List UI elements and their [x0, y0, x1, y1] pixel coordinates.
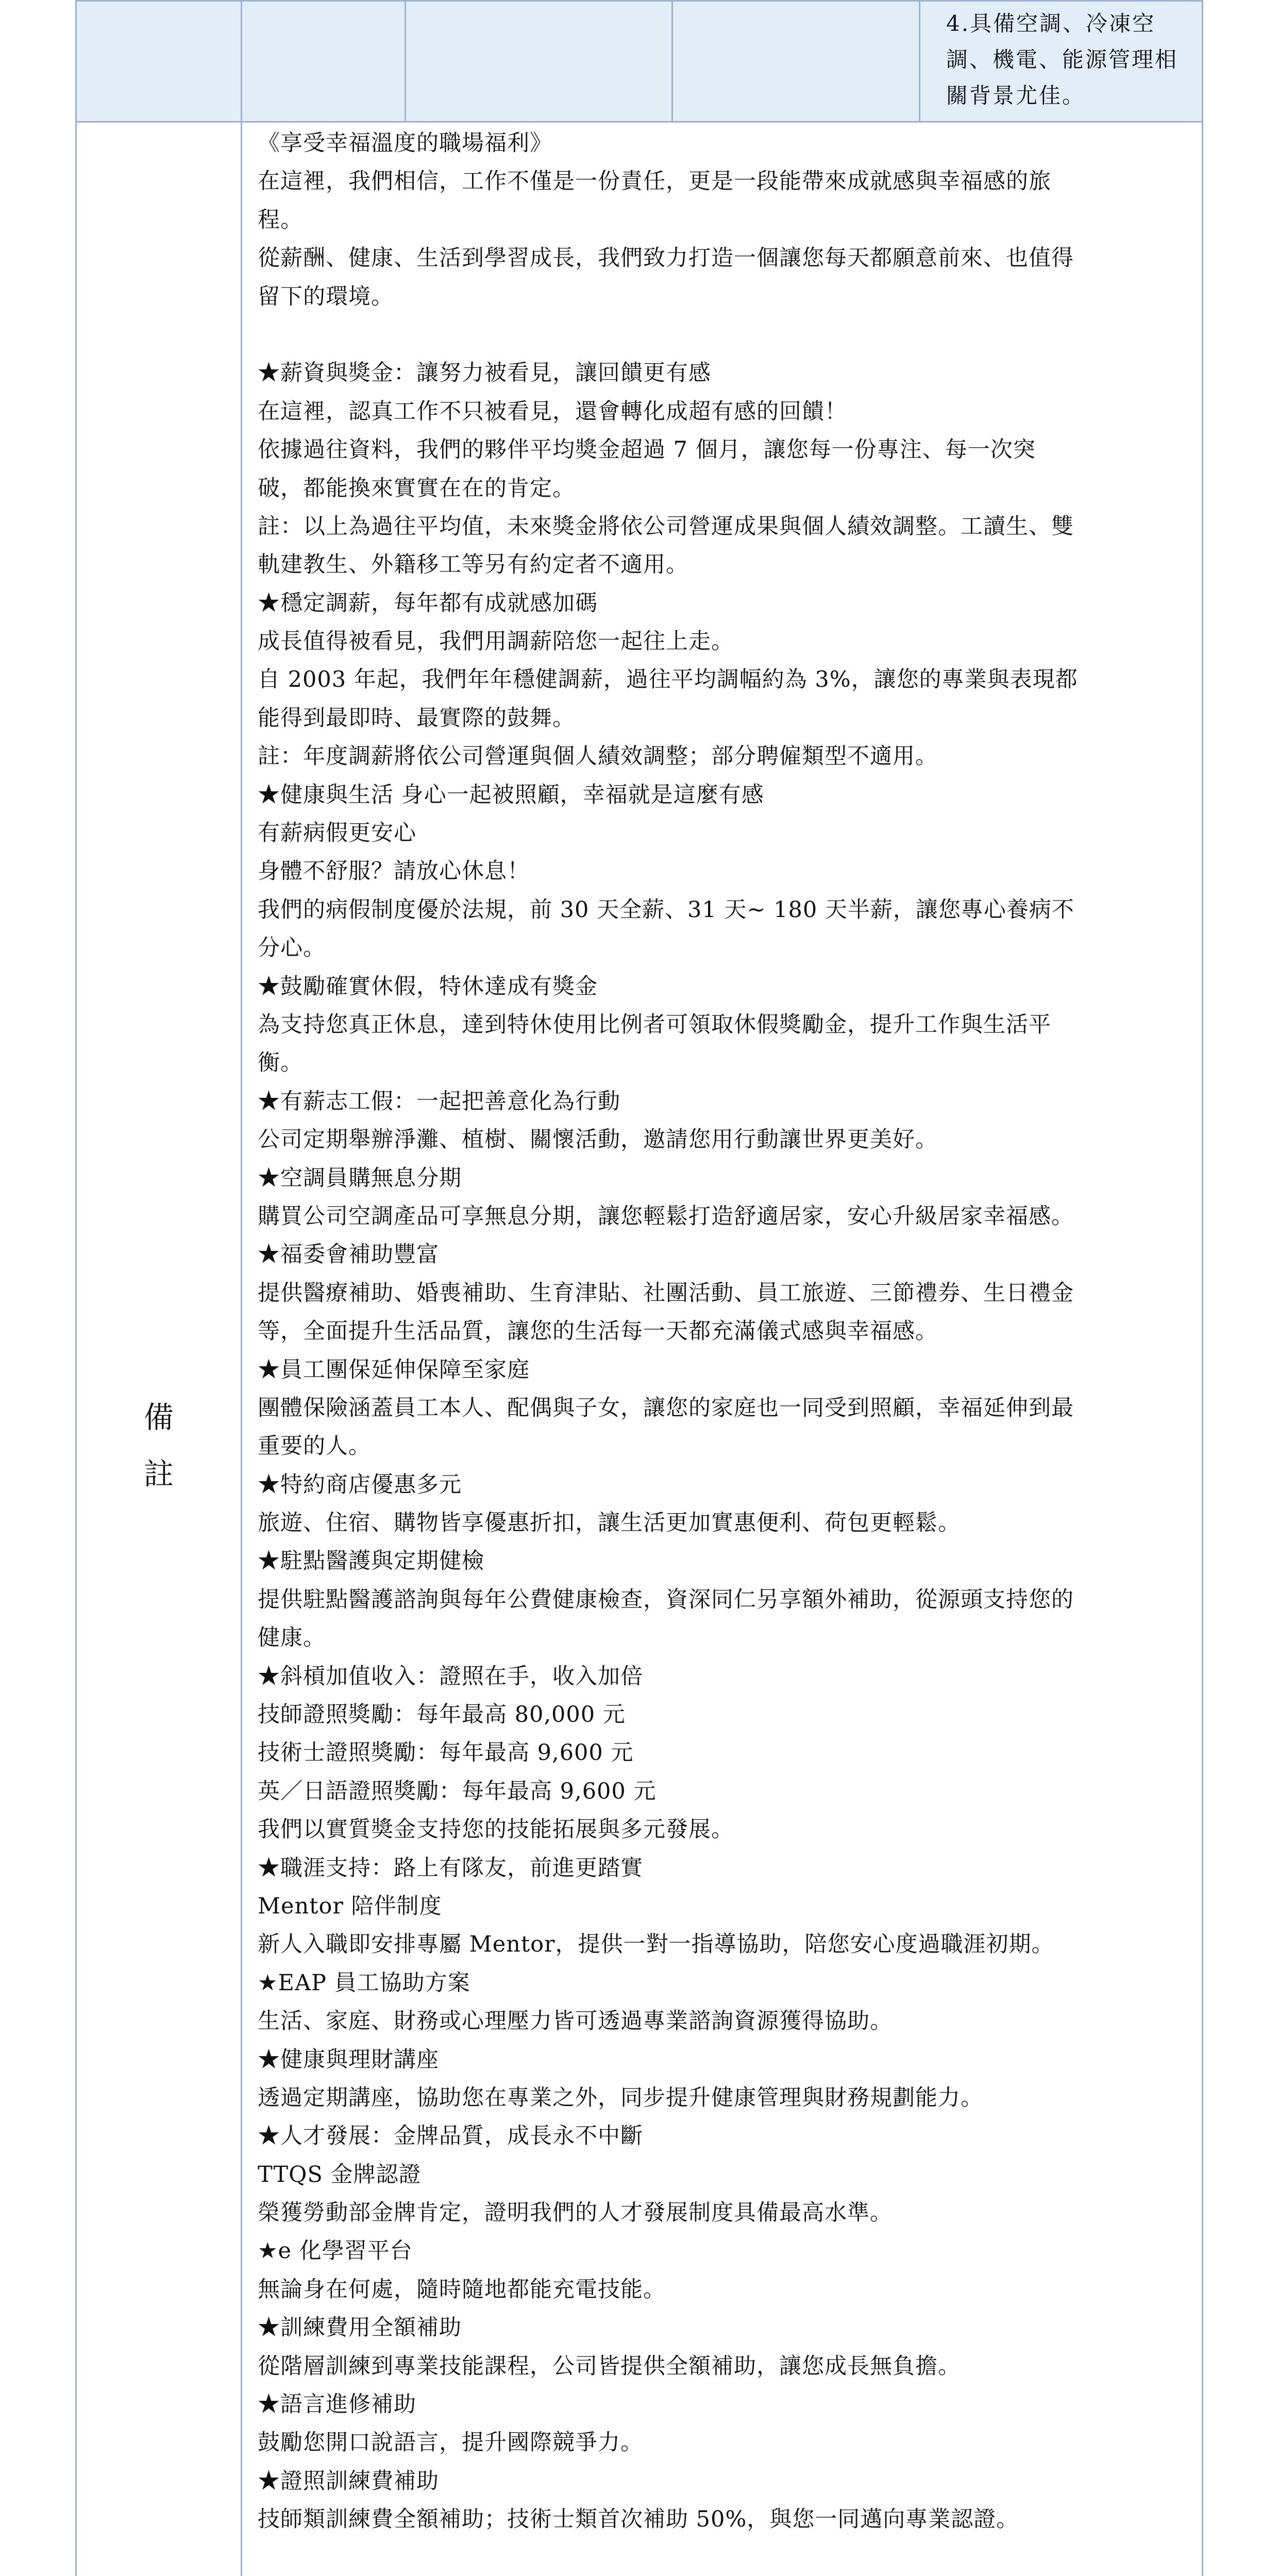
benefit-heading: ★職涯支持：路上有隊友，前進更踏實 — [258, 1855, 643, 1881]
remarks-label-char: 備 — [143, 1399, 174, 1435]
table-cell-empty — [76, 1, 242, 122]
content-line: 新人入職即安排專屬 Mentor，提供一對一指導協助，陪您安心度過職涯初期。 — [258, 1931, 1054, 1958]
content-line: 生活、家庭、財務或心理壓力皆可透過專業諮詢資源獲得協助。 — [258, 2008, 893, 2035]
table-cell-empty — [672, 1, 920, 122]
content-line: 為支持您真正休息，達到特休使用比例者可領取休假獎勵金，提升工作與生活平 — [258, 1011, 1051, 1038]
content-line: TTQS 金牌認證 — [258, 2161, 422, 2188]
content-line: 留下的環境。 — [258, 283, 394, 310]
content-line: 提供駐點醫護諮詢與每年公費健康檢查，資深同仁另享額外補助，從源頭支持您的 — [258, 1586, 1074, 1613]
content-line: 程。 — [258, 207, 303, 233]
benefit-heading: ★員工團保延伸保障至家庭 — [258, 1357, 530, 1383]
benefit-heading: ★人才發展：金牌品質，成長永不中斷 — [258, 2123, 643, 2149]
content-line: 無論身在何處，隨時隨地都能充電技能。 — [258, 2276, 666, 2302]
benefit-heading: ★斜槓加值收入：證照在手，收入加倍 — [258, 1663, 643, 1689]
content-line: 公司定期舉辦淨灘、植樹、關懷活動，邀請您用行動讓世界更美好。 — [258, 1127, 938, 1153]
remarks-label-cell — [76, 122, 242, 2576]
benefit-heading: ★特約商店優惠多元 — [258, 1471, 462, 1498]
table-cell-empty — [406, 1, 672, 122]
benefit-heading: ★有薪志工假：一起把善意化為行動 — [258, 1088, 620, 1114]
content-line: 在這裡，認真工作不只被看見，還會轉化成超有感的回饋！ — [258, 398, 847, 425]
blank-line — [258, 2539, 1186, 2576]
requirement-line: 關背景尤佳。 — [946, 83, 1086, 108]
remarks-label-char: 註 — [143, 1456, 174, 1492]
table-cell-empty — [242, 1, 406, 122]
footnote-line: 註：年度調薪將依公司營運與個人績效調整；部分聘僱類型不適用。 — [258, 743, 938, 770]
remarks-content-cell — [242, 122, 1203, 2576]
benefit-heading: ★e 化學習平台 — [258, 2238, 413, 2264]
content-line: 團體保險涵蓋員工本人、配偶與子女，讓您的家庭也一同受到照顧，幸福延伸到最 — [258, 1395, 1074, 1421]
table-row-remarks — [76, 122, 1203, 2576]
content-line: 技師證照獎勵：每年最高 80,000 元 — [258, 1702, 626, 1728]
footnote-line: 註：以上為過往平均值，未來獎金將依公司營運成果與個人績效調整。工讀生、雙 — [258, 513, 1074, 539]
content-line: 能得到最即時、最實際的鼓舞。 — [258, 705, 575, 731]
content-line: 等，全面提升生活品質，讓您的生活每一天都充滿儀式感與幸福感。 — [258, 1318, 938, 1345]
benefit-heading: ★空調員購無息分期 — [258, 1165, 462, 1191]
benefit-heading: ★健康與理財講座 — [258, 2046, 439, 2073]
content-line: 自 2003 年起，我們年年穩健調薪，過往平均調幅約為 3%，讓您的專業與表現都 — [258, 667, 1078, 693]
content-line: 從薪酬、健康、生活到學習成長，我們致力打造一個讓您每天都願意前來、也值得 — [258, 245, 1074, 272]
requirement-line: 4.具備空調、冷凍空 — [946, 11, 1156, 36]
content-line: 軌建教生、外籍移工等另有約定者不適用。 — [258, 552, 688, 578]
job-detail-table — [75, 0, 1203, 2576]
content-line: 分心。 — [258, 935, 326, 961]
benefit-heading: ★薪資與獎金：讓努力被看見，讓回饋更有感 — [258, 360, 711, 386]
benefit-heading: ★語言進修補助 — [258, 2392, 416, 2418]
table-row-previous — [76, 1, 1203, 122]
remarks-label — [77, 1389, 241, 1502]
content-line: 成長值得被看見，我們用調薪陪您一起往上走。 — [258, 629, 734, 655]
benefit-heading: ★福委會補助豐富 — [258, 1242, 439, 1268]
content-line: 依據過往資料，我們的夥伴平均獎金超過 7 個月，讓您每一份專注、每一次突 — [258, 437, 1036, 463]
benefit-heading: ★健康與生活 身心一起被照顧，幸福就是這麼有感 — [258, 782, 764, 808]
benefit-heading: ★訓練費用全額補助 — [258, 2315, 462, 2341]
content-line: 重要的人。 — [258, 1433, 371, 1460]
blank-line — [258, 316, 1186, 354]
section-title: 《享受幸福溫度的職場福利》 — [258, 130, 552, 156]
content-line: 我們的病假制度優於法規，前 30 天全薪、31 天~ 180 天半薪，讓您專心養病不 — [258, 896, 1074, 923]
requirement-line: 調、機電、能源管理相 — [946, 47, 1179, 72]
table-cell-requirement — [920, 1, 1203, 122]
content-line: 從階層訓練到專業技能課程，公司皆提供全額補助，讓您成長無負擔。 — [258, 2353, 961, 2379]
content-line: 我們以實質獎金支持您的技能拓展與多元發展。 — [258, 1817, 734, 1843]
content-line: 破，都能換來實實在在的肯定。 — [258, 475, 575, 501]
benefit-heading: ★穩定調薪，每年都有成就感加碼 — [258, 590, 598, 616]
content-line: 英／日語證照獎勵：每年最高 9,600 元 — [258, 1778, 657, 1804]
content-line: 技師類訓練費全額補助；技術士類首次補助 50%，與您一同邁向專業認證。 — [258, 2506, 1019, 2533]
content-line: 透過定期講座，協助您在專業之外，同步提升健康管理與財務規劃能力。 — [258, 2084, 983, 2111]
content-line: Mentor 陪伴制度 — [258, 1893, 442, 1919]
benefit-heading: ★鼓勵確實休假，特休達成有獎金 — [258, 973, 598, 999]
content-line: 有薪病假更安心 — [258, 820, 416, 846]
content-line: 衡。 — [258, 1050, 303, 1076]
content-line: 旅遊、住宿、購物皆享優惠折扣，讓生活更加實惠便利、荷包更輕鬆。 — [258, 1510, 961, 1536]
benefit-heading: ★駐點醫護與定期健檢 — [258, 1548, 484, 1574]
content-line: 提供醫療補助、婚喪補助、生育津貼、社團活動、員工旅遊、三節禮券、生日禮金 — [258, 1280, 1074, 1306]
content-line: 技術士證照獎勵：每年最高 9,600 元 — [258, 1740, 634, 1766]
content-line: 健康。 — [258, 1625, 326, 1651]
requirement-text — [920, 2, 1202, 114]
benefit-heading: ★證照訓練費補助 — [258, 2468, 439, 2494]
content-line: 榮獲勞動部金牌肯定，證明我們的人才發展制度具備最高水準。 — [258, 2200, 893, 2226]
benefit-heading: ★EAP 員工協助方案 — [258, 1970, 470, 1996]
content-line: 購買公司空調產品可享無息分期，讓您輕鬆打造舒適居家，安心升級居家幸福感。 — [258, 1203, 1074, 1229]
content-line: 鼓勵您開口說語言，提升國際競爭力。 — [258, 2430, 643, 2456]
content-line: 在這裡，我們相信，工作不僅是一份責任，更是一段能帶來成就感與幸福感的旅 — [258, 168, 1051, 195]
content-line: 身體不舒服？請放心休息！ — [258, 858, 530, 885]
